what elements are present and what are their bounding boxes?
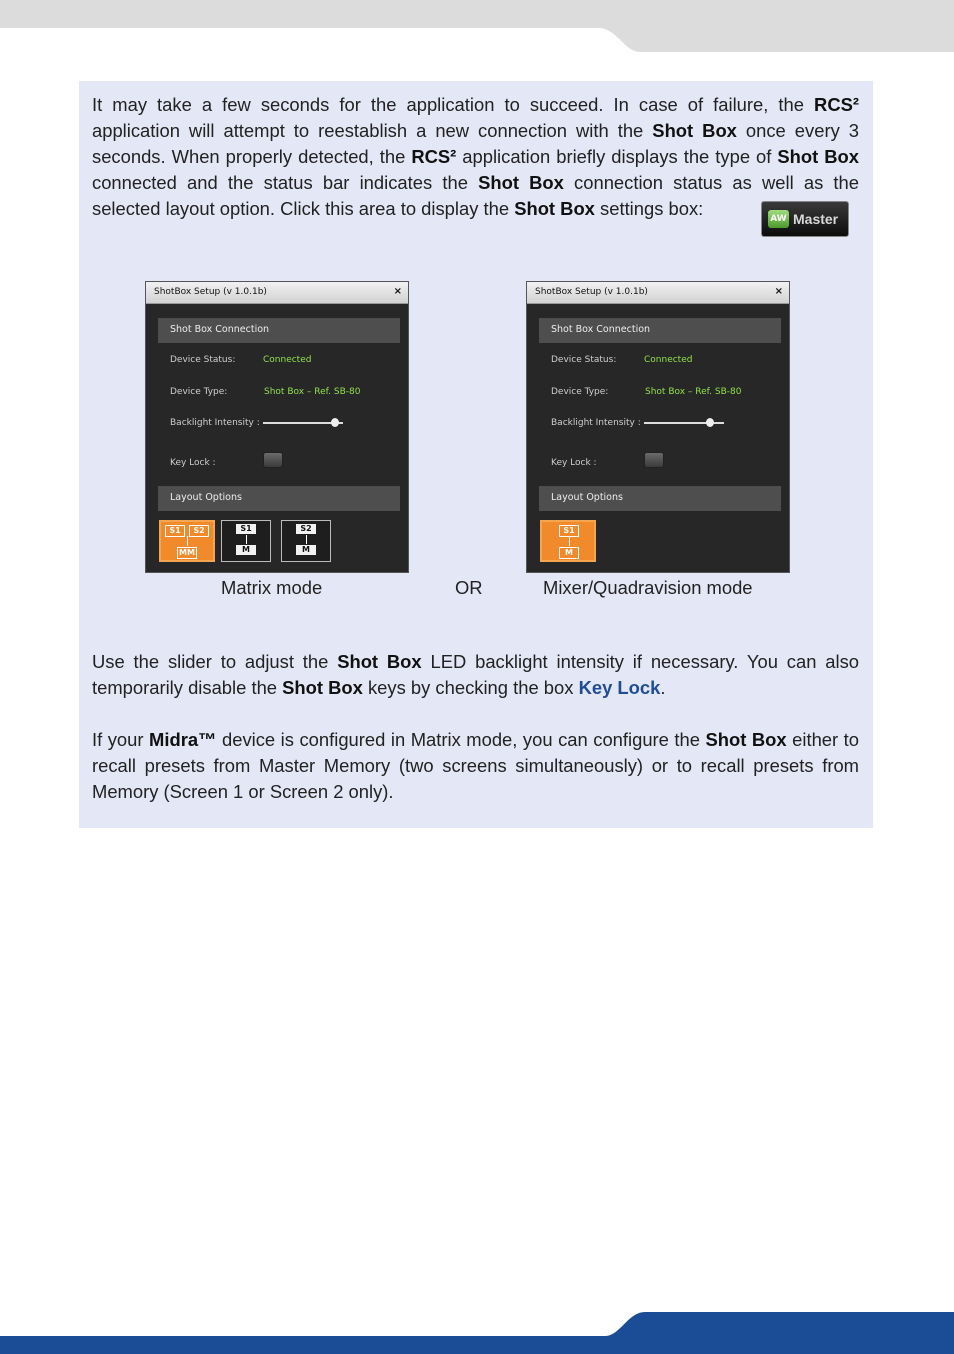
layout-chip-s2: S2 — [296, 524, 316, 534]
device-status-label: Device Status: — [170, 355, 236, 365]
device-type-value: Shot Box – Ref. SB-80 — [645, 387, 742, 397]
section-layout-options — [158, 486, 400, 511]
key-lock-checkbox[interactable] — [263, 452, 283, 468]
layout-chip-s2: S2 — [189, 525, 209, 537]
device-type-label: Device Type: — [170, 387, 228, 397]
caption-mixer-mode: Mixer/Quadravision mode — [543, 577, 753, 598]
dialog-title: ShotBox Setup (v 1.0.1b) — [154, 287, 267, 297]
layout-chip-s1: S1 — [165, 525, 185, 537]
section-shot-box-connection — [539, 318, 781, 343]
layout-option-s1-m[interactable] — [221, 520, 271, 562]
backlight-slider-handle[interactable] — [706, 418, 714, 427]
device-status-label: Device Status: — [551, 355, 617, 365]
device-type-label: Device Type: — [551, 387, 609, 397]
layout-arrow-icon — [246, 535, 247, 544]
matrix-mode-paragraph: If your Midra™ device is configured in Matrix mode, you can configure the Shot Box either to recall presets from Master Memory (two screens simultaneously) or to recall presets from Memory (Screen 1 or Screen 2 only). — [92, 729, 859, 802]
section-title: Shot Box Connection — [170, 324, 270, 335]
page-footer-band — [0, 1310, 954, 1354]
backlight-intensity-label: Backlight Intensity : — [170, 418, 260, 428]
section-title: Layout Options — [170, 492, 242, 503]
device-type-value: Shot Box – Ref. SB-80 — [264, 387, 361, 397]
layout-chip-mm: MM — [177, 547, 197, 559]
layout-arrow-icon — [187, 536, 188, 546]
shotbox-setup-dialog-matrix — [145, 281, 409, 573]
dialog-title-bar — [527, 282, 789, 304]
master-status-button[interactable] — [761, 201, 849, 237]
backlight-slider-handle[interactable] — [331, 418, 339, 427]
key-lock-checkbox[interactable] — [644, 452, 664, 468]
dialog-title-bar — [146, 282, 408, 304]
section-shot-box-connection — [158, 318, 400, 343]
close-icon[interactable]: × — [393, 286, 402, 297]
layout-chip-m: M — [559, 547, 579, 559]
aw-logo-icon: AW — [768, 210, 789, 228]
caption-or: OR — [455, 577, 483, 598]
device-status-value: Connected — [644, 355, 693, 365]
layout-option-s1-m[interactable] — [540, 520, 596, 562]
layout-option-s2-m[interactable] — [281, 520, 331, 562]
dialog-title: ShotBox Setup (v 1.0.1b) — [535, 287, 648, 297]
key-lock-label: Key Lock : — [551, 458, 597, 468]
layout-chip-s1: S1 — [236, 524, 256, 534]
layout-arrow-icon — [569, 536, 570, 546]
page-header-band — [0, 0, 954, 52]
layout-chip-m: M — [236, 545, 256, 555]
layout-chip-s1: S1 — [559, 525, 579, 537]
key-lock-label: Key Lock : — [170, 458, 216, 468]
section-title: Shot Box Connection — [551, 324, 651, 335]
layout-option-s1-s2-mm[interactable] — [159, 520, 215, 562]
shotbox-setup-dialog-mixer — [526, 281, 790, 573]
master-label: Master — [793, 211, 839, 227]
backlight-intensity-label: Backlight Intensity : — [551, 418, 641, 428]
section-layout-options — [539, 486, 781, 511]
intro-paragraph: It may take a few seconds for the application to succeed. In case of failure, the RCS² application will attempt to reestablish a new connection with the Shot Box once every 3 seconds. When properly detected, the RCS² application briefly displays the type of Shot Box connected and the status bar indicates the Shot Box connection status as well as the selected layout option. Click this area to display the Shot Box settings box: — [92, 94, 859, 219]
slider-paragraph: Use the slider to adjust the Shot Box LED backlight intensity if necessary. You can also temporarily disable the Shot Box keys by checking the box Key Lock. — [92, 651, 859, 698]
close-icon[interactable]: × — [774, 286, 783, 297]
layout-chip-m: M — [296, 545, 316, 555]
key-lock-link[interactable]: Key Lock — [578, 677, 661, 698]
device-status-value: Connected — [263, 355, 312, 365]
layout-arrow-icon — [306, 535, 307, 544]
caption-matrix-mode: Matrix mode — [221, 577, 323, 598]
section-title: Layout Options — [551, 492, 623, 503]
